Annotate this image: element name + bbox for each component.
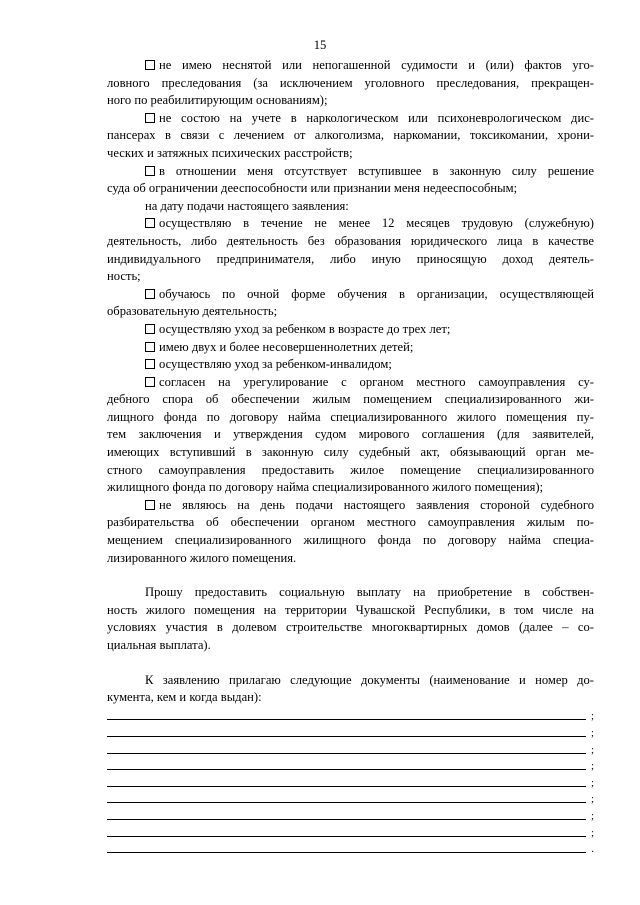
attachment-lines [107, 707, 594, 856]
line-end-punctuation: ; [590, 826, 594, 839]
paragraph-line: Прошу предоставить социальную выплату на приобретение в собствен- [145, 585, 594, 600]
date-header: на дату подачи настоящего заявления: [145, 198, 349, 213]
paragraph-line: циальная выплата). [107, 638, 211, 652]
underline-field[interactable] [107, 819, 586, 820]
item-text-line: лищного фонда по договору найма специализированного жилого помещения пу- [107, 409, 594, 424]
line-end-punctuation: ; [590, 726, 594, 739]
item-text-line: лизированного жилого помещения. [107, 550, 297, 565]
blank-line-row[interactable] [107, 757, 594, 774]
blank-line-row[interactable] [107, 773, 594, 790]
declaration-list-2 [107, 215, 594, 567]
line-end-punctuation: ; [590, 809, 594, 822]
checkbox[interactable] [145, 342, 155, 352]
declaration-item [107, 110, 594, 163]
document-body [107, 57, 594, 856]
item-text-line: в отношении меня отсутствует вступившее в законную силу решение [159, 163, 594, 178]
item-text-line: тем заключения и утверждения судом мирового соглашения (для заявителей, [107, 427, 594, 442]
declaration-item [107, 163, 594, 198]
line-end-punctuation: ; [590, 760, 594, 773]
checkbox[interactable] [145, 377, 155, 387]
underline-field[interactable] [107, 786, 586, 787]
blank-line-row[interactable] [107, 806, 594, 823]
item-text-line: стного самоуправления предоставить жилое помещение специализированного [107, 462, 594, 477]
item-text-line: мещением специализированного жилищного фонда по договору найма специа- [107, 533, 594, 548]
underline-field[interactable] [107, 852, 586, 853]
attachments-paragraph [107, 672, 594, 707]
item-text-line: обучаюсь по очной форме обучения в организации, осуществляющей [159, 286, 594, 301]
line-end-punctuation: ; [590, 743, 594, 756]
checkbox[interactable] [145, 166, 155, 176]
underline-field[interactable] [107, 802, 586, 803]
item-text-line: осуществляю уход за ребенком в возрасте до трех лет; [159, 321, 451, 336]
line-end-punctuation: ; [590, 776, 594, 789]
item-text-line: индивидуального предпринимателя, либо иную приносящую доход деятель- [107, 251, 594, 266]
declaration-item [107, 356, 594, 374]
checkbox[interactable] [145, 359, 155, 369]
item-text-line: ность; [107, 269, 141, 284]
item-text-line: не состою на учете в наркологическом или психоневрологическом дис- [159, 110, 594, 125]
item-text-line: имеющих вступивший в законную силу судебный акт, обязывающий орган ме- [107, 445, 594, 460]
checkbox[interactable] [145, 113, 155, 123]
paragraph-line: условиях участия в долевом строительстве многоквартирных домов (далее – со- [107, 620, 594, 635]
declaration-item [107, 286, 594, 321]
checkbox[interactable] [145, 324, 155, 334]
paragraph-line: К заявлению прилагаю следующие документы (наименование и номер до- [145, 672, 594, 687]
declaration-item [107, 497, 594, 567]
item-text-line: не имею неснятой или непогашенной судимости и (или) фактов уго- [159, 58, 594, 72]
item-text-line: пансерах в связи с лечением от алкоголизма, наркомании, токсикомании, хрони- [107, 128, 594, 143]
item-text-line: осуществляю в течение не менее 12 месяцев трудовую (служебную) [159, 216, 594, 231]
blank-line-row[interactable] [107, 707, 594, 724]
item-text-line: ного по реабилитирующим основаниям); [107, 93, 328, 108]
checkbox[interactable] [145, 218, 155, 228]
item-text-line: ловного преследования (за исключением уголовного преследования, прекращен- [107, 75, 594, 90]
item-text-line: не являюсь на день подачи настоящего заявления стороной судебного [159, 497, 594, 512]
item-text-line: дебного спора об обеспечении жилым помещением специализированного жи- [107, 392, 594, 407]
item-text-line: ческих и затяжных психических расстройств; [107, 145, 353, 160]
line-end-punctuation: . [591, 843, 594, 856]
declaration-item [107, 57, 594, 110]
underline-field[interactable] [107, 736, 586, 737]
checkbox[interactable] [145, 500, 155, 510]
item-text-line: имею двух и более несовершеннолетних детей; [159, 339, 414, 354]
blank-line-row[interactable] [107, 723, 594, 740]
item-text-line: суда об ограничении дееспособности или признании меня недееспособным; [107, 181, 518, 196]
item-text-line: разбирательства об обеспечении органом местного самоуправления жилым по- [107, 515, 594, 530]
declaration-list-1 [107, 57, 594, 198]
blank-line-row[interactable] [107, 740, 594, 757]
underline-field[interactable] [107, 753, 586, 754]
line-end-punctuation: ; [590, 710, 594, 723]
declaration-item [107, 374, 594, 497]
paragraph-line: кумента, кем и когда выдан): [107, 690, 262, 705]
declaration-item [107, 339, 594, 357]
item-text-line: жилищного фонда по договору найма специализированного жилого помещения); [107, 480, 544, 495]
blank-line-row[interactable] [107, 823, 594, 840]
item-text-line: осуществляю уход за ребенком-инвалидом; [159, 357, 392, 372]
blank-line-row[interactable] [107, 840, 594, 857]
line-end-punctuation: ; [590, 793, 594, 806]
item-text-line: согласен на урегулирование с органом местного самоуправления су- [159, 374, 594, 389]
blank-line-row[interactable] [107, 790, 594, 807]
declaration-item [107, 215, 594, 285]
underline-field[interactable] [107, 719, 586, 720]
underline-field[interactable] [107, 769, 586, 770]
page-number: 15 [313, 38, 327, 52]
checkbox[interactable] [145, 289, 155, 299]
underline-field[interactable] [107, 836, 586, 837]
paragraph-line: ность жилого помещения на территории Чувашской Республики, в том числе на [107, 602, 594, 617]
item-text-line: образовательную деятельность; [107, 304, 278, 319]
item-text-line: деятельность, либо деятельность без образования юридического лица в качестве [107, 233, 594, 248]
request-paragraph [107, 584, 594, 654]
checkbox[interactable] [145, 60, 155, 70]
declaration-item [107, 321, 594, 339]
